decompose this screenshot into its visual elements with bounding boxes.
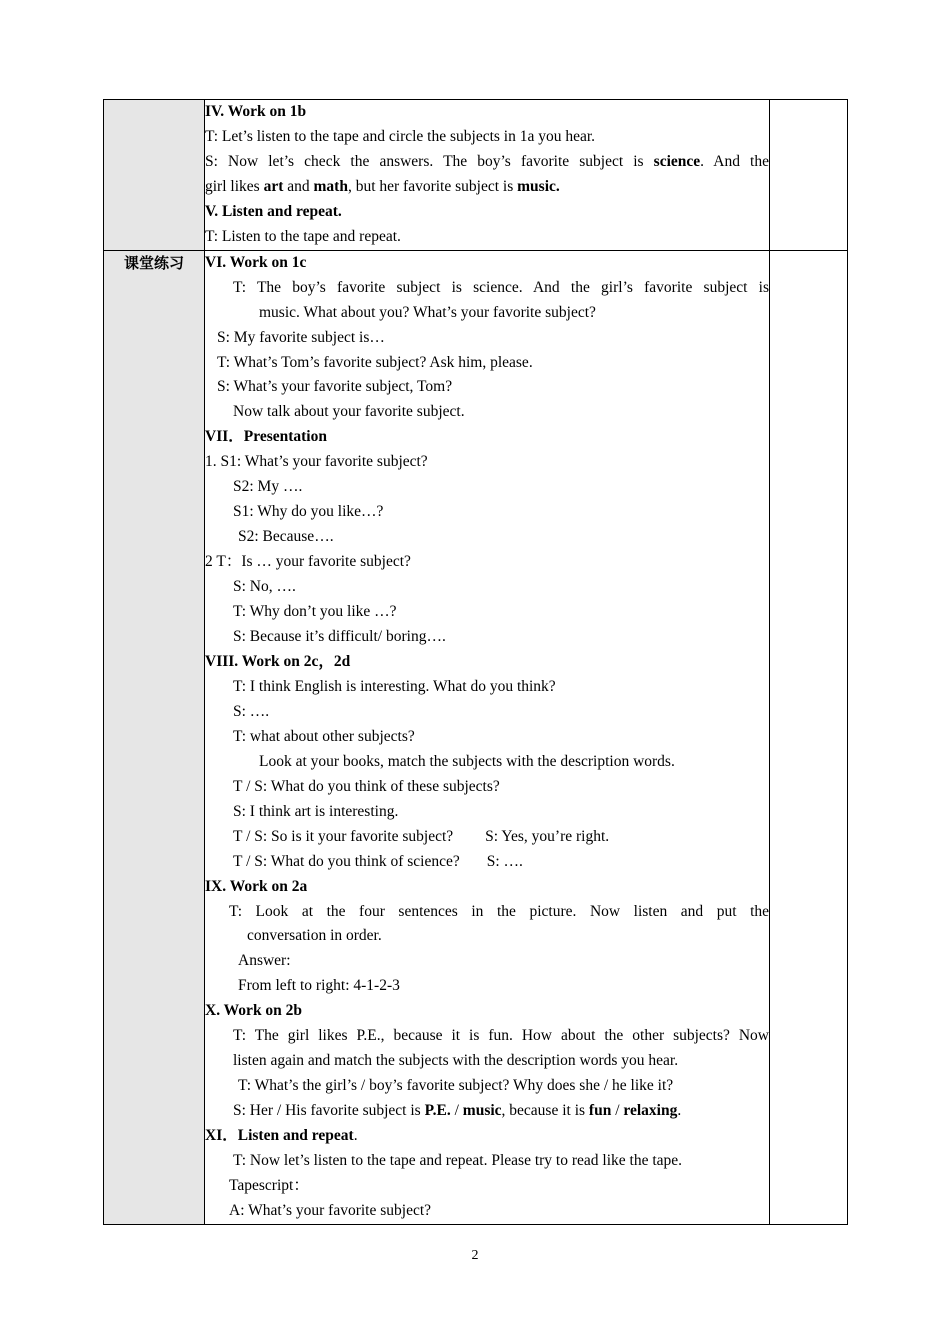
text-line: T: What’s Tom’s favorite subject? Ask him, please. (217, 353, 533, 371)
row-label-cell (104, 250, 205, 1224)
section-heading: X. Work on 2b (205, 1002, 303, 1020)
section-heading: XI．Listen and repeat. (205, 1127, 358, 1145)
text-line: T: Now let’s listen to the tape and repeat. Please try to read like the tape. (233, 1152, 683, 1170)
table-row (104, 100, 848, 251)
text-line: music. What about you? What’s your favorite subject? (259, 303, 596, 321)
text-line: T / S: So is it your favorite subject? S: Yes, you’re right. (233, 827, 610, 845)
text-line: T: I think English is interesting. What do you think? (233, 677, 556, 695)
text-line: S: My favorite subject is… (217, 328, 385, 346)
text-line: S: Because it’s difficult/ boring…. (233, 628, 446, 646)
text-line: T: Look at the four sentences in the picture. Now listen and put the (229, 902, 769, 920)
text-line: S: …. (233, 702, 270, 720)
lesson-plan-table (103, 99, 848, 1225)
text-line: T: The girl likes P.E., because it is fun. How about the other subjects? Now (233, 1027, 769, 1045)
text-line: T / S: What do you think of these subjects? (233, 777, 500, 795)
text-line: Answer: (238, 952, 291, 970)
text-line: 2 T：Is … your favorite subject? (205, 553, 411, 571)
text-line: T: Why don’t you like …? (233, 603, 397, 621)
text-line: Now talk about your favorite subject. (233, 403, 465, 421)
text-line: 1. S1: What’s your favorite subject? (205, 453, 428, 471)
text-line: S: What’s your favorite subject, Tom? (217, 378, 453, 396)
text-line: girl likes art and math, but her favorite subject is music. (205, 177, 560, 195)
text-line: T: What’s the girl’s / boy’s favorite subject? Why does she / he like it? (238, 1077, 674, 1095)
text-line: T: Let’s listen to the tape and circle the subjects in 1a you hear. (205, 127, 596, 145)
section-heading: VII．Presentation (205, 428, 327, 446)
row-label: 课堂练习 (123, 253, 184, 272)
text-line: S2: My …. (233, 478, 303, 496)
notes-cell (770, 250, 848, 1224)
text-line: T: Listen to the tape and repeat. (205, 227, 401, 245)
text-line: listen again and match the subjects with the description words you hear. (233, 1052, 679, 1070)
text-line: T / S: What do you think of science? S: …. (233, 852, 523, 870)
text-line: From left to right: 4-1-2-3 (238, 977, 400, 995)
section-heading: IV. Work on 1b (205, 103, 307, 120)
text-line: T: The boy’s favorite subject is science. And the girl’s favorite subject is (233, 278, 769, 296)
content-cell (205, 250, 770, 1224)
text-line: S1: Why do you like…? (233, 503, 384, 521)
section-heading: IX. Work on 2a (205, 877, 308, 895)
section-heading: VIII. Work on 2c，2d (205, 652, 351, 670)
notes-cell (770, 100, 848, 251)
text-line: S: I think art is interesting. (233, 802, 399, 820)
table-row (104, 250, 848, 1224)
page-number: 2 (471, 1248, 479, 1263)
section-heading: VI. Work on 1c (205, 253, 307, 271)
section-heading: V. Listen and repeat. (205, 202, 342, 220)
text-line: A: What’s your favorite subject? (229, 1201, 432, 1219)
text-line: T: what about other subjects? (233, 727, 415, 745)
text-line: Tapescript： (229, 1176, 309, 1194)
row-label-cell (104, 100, 205, 251)
content-cell (205, 100, 770, 251)
text-line: Look at your books, match the subjects with the description words. (259, 752, 675, 770)
text-line: S: Now let’s check the answers. The boy’s favorite subject is science. And the (205, 152, 769, 170)
text-line: S: No, …. (233, 578, 296, 596)
text-line: S: Her / His favorite subject is P.E. / music, because it is fun / relaxing. (233, 1102, 682, 1120)
text-line: conversation in order. (247, 927, 382, 945)
text-line: S2: Because…. (238, 528, 334, 546)
